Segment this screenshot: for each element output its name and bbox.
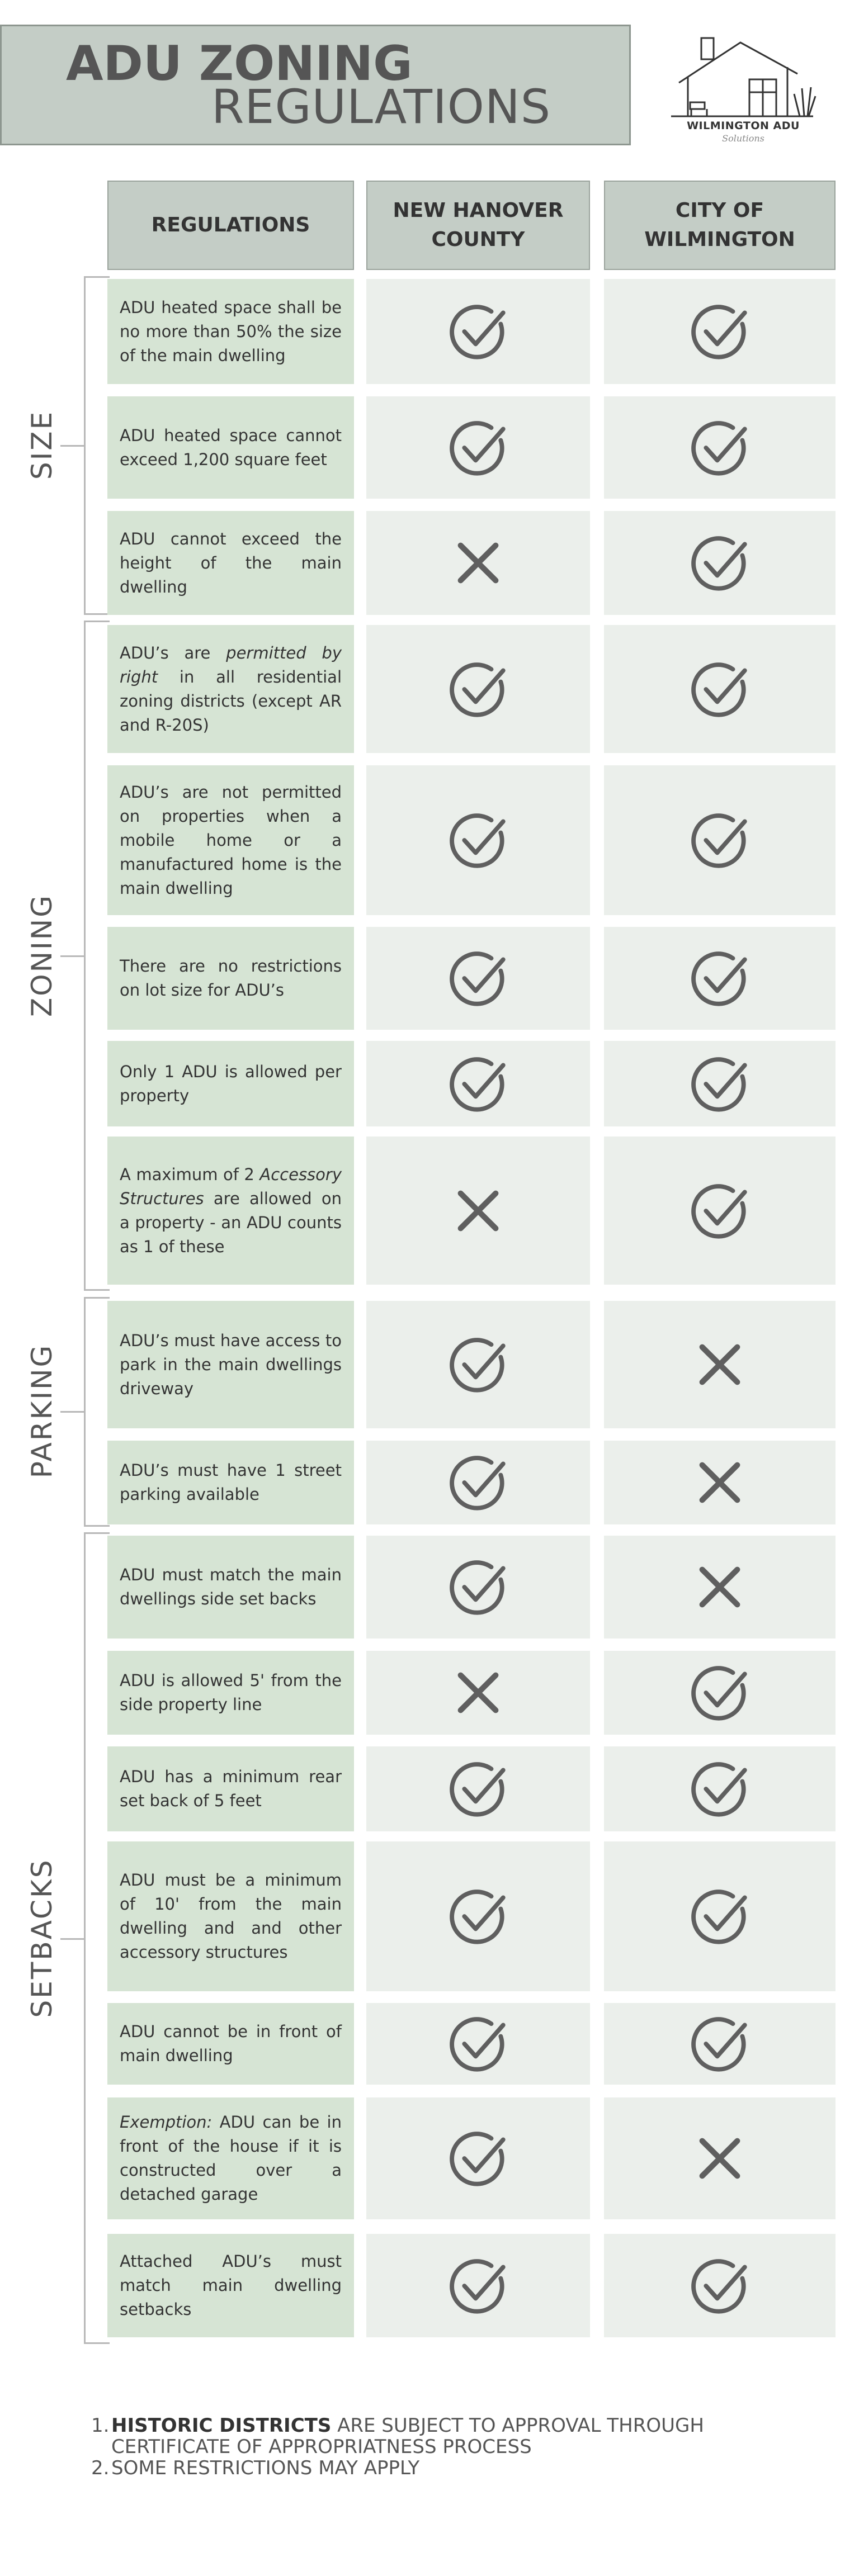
regulation-text-emphasis: permitted by right: [120, 643, 342, 686]
check-circle-icon: [688, 1053, 751, 1115]
regulation-text: ADU heated space shall be no more than 50% the size of the main dwelling: [120, 297, 342, 365]
title-line-1: ADU ZONING: [66, 36, 413, 92]
wilmington-cell: [604, 765, 836, 915]
regulation-text: ADU must match the main dwellings side set backs: [120, 1565, 342, 1608]
new_hanover-cell: [366, 1301, 590, 1428]
regulation-text: ADU’s must have access to park in the main dwellings driveway: [120, 1330, 342, 1398]
regulation-cell: [107, 1746, 354, 1831]
new_hanover-cell: [366, 1536, 590, 1639]
regulation-cell: [107, 625, 354, 753]
regulation-text-emphasis: Exemption:: [120, 2113, 213, 2132]
check-circle-icon: [688, 658, 751, 721]
bracket-tick-zoning: [60, 955, 84, 957]
logo-tagline: Solutions: [722, 133, 764, 144]
regulation-cell: [107, 1841, 354, 1991]
regulation-cell: [107, 1301, 354, 1428]
wilmington-cell: [604, 2097, 836, 2219]
check-circle-icon: [688, 1180, 751, 1242]
check-circle-icon: [688, 947, 751, 1010]
header-regulations: REGULATIONS: [107, 181, 354, 270]
footnote-1-text: ARE SUBJECT TO APPROVAL THROUGH CERTIFICATE OF APPROPRIATNESS PROCESS: [111, 2414, 704, 2458]
new_hanover-cell: [366, 927, 590, 1030]
footnote-2: 2. SOME RESTRICTIONS MAY APPLY: [91, 2457, 420, 2479]
regulation-text-emphasis: Accessory Structures: [120, 1164, 342, 1208]
check-circle-icon: [447, 1451, 509, 1514]
title-banner: [0, 25, 631, 145]
check-circle-icon: [688, 1885, 751, 1948]
bracket-tick-size: [60, 445, 84, 447]
regulation-cell: [107, 1041, 354, 1126]
check-circle-icon: [688, 1758, 751, 1820]
regulation-cell: [107, 2097, 354, 2219]
x-icon: [447, 532, 509, 594]
wilmington-cell: [604, 625, 836, 753]
new_hanover-cell: [366, 511, 590, 615]
regulation-text: [120, 641, 342, 737]
wilmington-cell: [604, 396, 836, 499]
x-icon: [688, 2127, 751, 2190]
logo-name: WILMINGTON ADU: [687, 120, 800, 132]
wilmington-cell: [604, 279, 836, 384]
check-circle-icon: [688, 416, 751, 479]
bracket-zoning: [84, 621, 110, 1291]
regulation-text: ADU heated space cannot exceed 1,200 square feet: [120, 425, 342, 469]
check-circle-icon: [447, 1885, 509, 1948]
new_hanover-cell: [366, 2234, 590, 2337]
new_hanover-cell: [366, 1441, 590, 1524]
bracket-tick-parking: [60, 1411, 84, 1413]
regulation-text: ADU’s are not permitted on properties when a mobile home or a manufactured home is the main dwelling: [120, 782, 342, 898]
header-city-of-wilmington: CITY OF WILMINGTON: [604, 181, 836, 270]
check-circle-icon: [447, 1053, 509, 1115]
new_hanover-cell: [366, 2003, 590, 2085]
regulation-cell: [107, 1137, 354, 1285]
regulation-text: Attached ADU’s must match main dwelling setbacks: [120, 2252, 342, 2319]
wilmington-cell: [604, 1441, 836, 1524]
x-icon: [447, 1180, 509, 1242]
header-new-hanover-county: NEW HANOVER COUNTY: [366, 181, 590, 270]
regulation-text: Only 1 ADU is allowed per property: [120, 1062, 342, 1105]
wilmington-cell: [604, 1041, 836, 1126]
regulation-cell: [107, 279, 354, 384]
check-circle-icon: [688, 809, 751, 872]
bracket-setbacks: [84, 1532, 110, 2344]
wilmington-cell: [604, 2234, 836, 2337]
regulation-text: ADU must be a minimum of 10' from the main dwelling and and other accessory structures: [120, 1871, 342, 1962]
check-circle-icon: [447, 947, 509, 1010]
check-circle-icon: [447, 300, 509, 363]
check-circle-icon: [447, 2012, 509, 2075]
regulation-text-part: ADU can be in front of the house if it is constructed over a detached garage: [120, 2113, 342, 2204]
x-icon: [447, 1661, 509, 1724]
x-icon: [688, 1451, 751, 1514]
check-circle-icon: [688, 1661, 751, 1724]
regulation-text: ADU has a minimum rear set back of 5 feet: [120, 1767, 342, 1810]
regulation-cell: [107, 1536, 354, 1639]
check-circle-icon: [447, 809, 509, 872]
regulation-text: There are no restrictions on lot size for ADU’s: [120, 956, 342, 1000]
regulation-cell: [107, 1441, 354, 1524]
regulation-text-part: A maximum of 2: [120, 1164, 260, 1184]
bracket-size: [84, 276, 110, 615]
regulation-cell: [107, 511, 354, 615]
footnote-2-text: SOME RESTRICTIONS MAY APPLY: [111, 2457, 420, 2479]
wilmington-cell: [604, 1746, 836, 1831]
check-circle-icon: [447, 2255, 509, 2317]
x-icon: [688, 1333, 751, 1396]
footnotes: [91, 2415, 762, 2479]
regulation-cell: [107, 2234, 354, 2337]
check-circle-icon: [447, 2127, 509, 2190]
footnote-1: 1. HISTORIC DISTRICTS ARE SUBJECT TO APPROVAL THROUGH CERTIFICATE OF APPROPRIATNESS PROCESS: [91, 2414, 704, 2458]
check-circle-icon: [688, 2012, 751, 2075]
wilmington-cell: [604, 2003, 836, 2085]
wilmington-cell: [604, 1651, 836, 1735]
new_hanover-cell: [366, 2097, 590, 2219]
regulation-text: ADU cannot be in front of main dwelling: [120, 2022, 342, 2065]
title-line-2: REGULATIONS: [211, 79, 551, 134]
regulation-cell: [107, 2003, 354, 2085]
check-circle-icon: [447, 1758, 509, 1820]
wilmington-cell: [604, 1841, 836, 1991]
regulation-text: [120, 1163, 342, 1259]
regulation-text: [120, 2110, 342, 2206]
new_hanover-cell: [366, 1841, 590, 1991]
check-circle-icon: [688, 300, 751, 363]
footnote-1-bold: HISTORIC DISTRICTS: [111, 2414, 332, 2437]
regulation-text-part: ADU’s are: [120, 643, 226, 662]
check-circle-icon: [447, 1333, 509, 1396]
wilmington-cell: [604, 1137, 836, 1285]
regulation-text: ADU’s must have 1 street parking available: [120, 1461, 342, 1504]
regulation-cell: [107, 1651, 354, 1735]
x-icon: [688, 1556, 751, 1618]
check-circle-icon: [447, 658, 509, 721]
new_hanover-cell: [366, 1746, 590, 1831]
new_hanover-cell: [366, 1651, 590, 1735]
new_hanover-cell: [366, 279, 590, 384]
regulation-text-part: are allowed on a property - an ADU counts as 1 of these: [120, 1188, 342, 1256]
new_hanover-cell: [366, 1137, 590, 1285]
bracket-parking: [84, 1297, 110, 1527]
wilmington-cell: [604, 1536, 836, 1639]
regulation-text: ADU cannot exceed the height of the main dwelling: [120, 529, 342, 596]
new_hanover-cell: [366, 625, 590, 753]
bracket-tick-setbacks: [60, 1938, 84, 1940]
regulation-text-part: in all residential zoning districts (except AR and R-20S): [120, 667, 342, 735]
wilmington-cell: [604, 511, 836, 615]
wilmington-cell: [604, 1301, 836, 1428]
new_hanover-cell: [366, 396, 590, 499]
check-circle-icon: [688, 2255, 751, 2317]
regulation-text: ADU is allowed 5' from the side property line: [120, 1671, 342, 1714]
check-circle-icon: [688, 532, 751, 594]
new_hanover-cell: [366, 765, 590, 915]
wilmington-cell: [604, 927, 836, 1030]
regulation-cell: [107, 396, 354, 499]
regulation-cell: [107, 765, 354, 915]
regulation-cell: [107, 927, 354, 1030]
check-circle-icon: [447, 416, 509, 479]
check-circle-icon: [447, 1556, 509, 1618]
new_hanover-cell: [366, 1041, 590, 1126]
